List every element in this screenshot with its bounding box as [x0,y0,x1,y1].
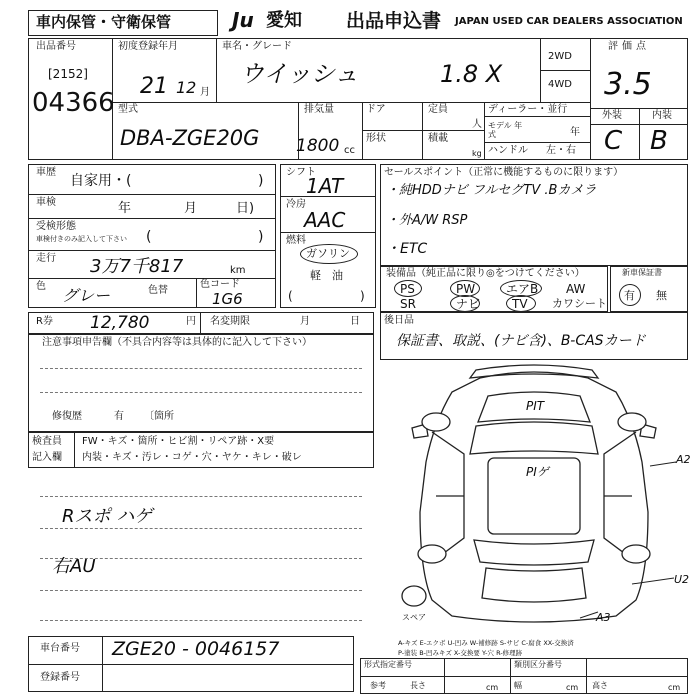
damage-mark-right-rear: U2 [674,573,690,586]
damage-mark-hood: PIT [526,399,545,413]
attachments-value: 保証書、取説、(ナビ含)、B-CASカード [396,333,646,349]
mileage-label: 走行 [36,253,56,264]
damage-mark-right-front: A2 [676,453,691,466]
inspection-day: 日) [236,201,255,216]
displacement-unit: cc [344,145,355,156]
inspection-label: 車検 [36,197,56,208]
equip-pw: PW [456,282,476,296]
equip-aw: AW [566,282,586,296]
interior-label: 内装 [652,110,672,121]
shift-value: 1AT [306,174,344,198]
attachments-label: 後日品 [384,315,414,326]
fuel-diesel: 軽 油 [310,269,343,282]
remark-2: 右AU [52,556,96,577]
repair-location: 〔箇所 [144,411,174,422]
warranty-no: 無 [656,289,667,302]
mileage-unit: km [230,265,246,276]
legend-line-2: P-塗装 B-凹みキズ X-交換要 Y-穴 R-修理跡 [398,649,523,657]
sales-point-1: ・純HDDナビ フルセグTV .Bカメラ [386,183,597,198]
repair-value: 有 [114,411,124,422]
footer-width-unit: cm [566,683,579,692]
first-reg-unit: 月 [200,87,210,98]
capacity-label: 定員 [428,104,448,115]
load-label: 積載 [428,133,448,144]
inspector-label-1: 検査員 [32,436,62,447]
remark-1: Rスポ ハゲ [62,506,153,527]
displacement-value: 1800 [296,136,340,156]
logo-mark: Ju [232,8,254,32]
fuel-close: ) [360,289,365,303]
first-reg-label: 初度登録年月 [118,41,178,52]
recycle-label: R券 [36,316,53,327]
lot-label: 出品番号 [36,41,76,52]
footer-height-unit: cm [668,683,681,692]
color-label: 色 [36,281,46,292]
form-type-note: 車検付きのみ記入して下さい [36,235,127,243]
model-value: DBA-ZGE20G [120,126,260,150]
name-change-day: 日 [350,316,360,327]
inspection-month: 月 [184,201,198,216]
equip-navi: ナビ [456,297,481,311]
equip-seat: カワシート [552,297,607,310]
capacity-unit: 人 [472,119,482,130]
footer-type-number-label: 類別区分番号 [514,660,562,669]
fuel-label: 燃料 [286,235,306,246]
handle-label: ハンドル [488,145,528,156]
legend-line-1: A-キズ E-エクボ U-凹み W-補修跡 S-サビ C-腐食 XX-交換済 [398,639,574,647]
name-change-month: 月 [300,316,310,327]
rating-score: 3.5 [604,67,652,102]
color-code-label: 色コード [200,279,240,290]
sales-point-3: ・ETC [386,241,428,257]
equip-airbag: エアB [506,282,539,296]
drive-2wd: 2WD [548,51,572,62]
sales-point-2: ・外A/W RSP [386,213,468,228]
warranty-yes: 有 [624,289,635,302]
equipment-label: 装備品（純正品に限り◎をつけてください） [386,268,585,279]
sales-points-label: セールスポイント（正常に機能するものに限ります） [384,167,624,178]
aircon-label: 冷房 [286,199,306,210]
fuel-paren: ( [288,289,293,303]
footer-width: 幅 [514,681,522,690]
dealer-label: ディーラー・並行 [488,104,568,115]
aircon-value: AAC [304,208,346,232]
storage-notice: 車内保管・守衛保管 [36,13,172,31]
spare-label: スペア [402,613,426,622]
equip-tv: TV [512,297,528,311]
load-unit: kg [472,149,482,158]
association-name: JAPAN USED CAR DEALERS ASSOCIATION [455,16,683,27]
exterior-label: 外装 [602,110,622,121]
lot-number: 04366 [32,88,115,118]
handle-options: 左・右 [546,145,576,156]
inspection-year: 年 [118,201,132,216]
rating-label: 評価点 [608,41,650,52]
model-year-label: モデル 年式 [488,121,523,139]
history-label: 車歴 [36,167,56,178]
exterior-grade: C [604,126,623,156]
equip-ps: PS [400,282,415,296]
frame-value: ZGE20 - 0046157 [112,638,280,660]
year-unit: 年 [570,127,580,138]
displacement-label: 排気量 [304,104,334,115]
equip-navi-circle [450,295,480,312]
recycle-value: 12,780 [90,313,150,333]
footer-length: 長さ [410,681,426,690]
logo-name: 愛知 [266,10,302,31]
vehicle-grade: 1.8 X [440,60,503,88]
first-reg-year: 21 [140,74,168,99]
name-change-label: 名変期限 [210,316,250,327]
interior-grade: B [650,126,668,156]
equip-tv-circle [506,295,536,312]
drive-4wd: 4WD [548,79,572,90]
equip-sr: SR [400,297,416,311]
shift-label: シフト [286,167,316,178]
recycle-unit: 円 [186,316,196,327]
color-value: グレー [62,286,111,305]
notes-label: 注意事項申告欄（不具合内容等は具体的に記入して下さい） [42,337,312,348]
form-type-label: 受検形態 [36,221,76,232]
footer-height: 高さ [592,681,608,690]
repair-label: 修復歴 [52,411,82,422]
shape-label: 形状 [366,133,386,144]
form-type-paren: ( [146,229,152,245]
recycle-block [28,312,374,334]
model-label: 型式 [118,104,138,115]
equip-ps-circle [394,280,422,297]
damage-mark-roof: PIゲ [526,465,549,479]
inspector-row-1: FW・キズ・箇所・ヒビ割・リペア跡・X要 [82,436,275,447]
color-code: 1G6 [212,290,243,308]
form-type-close: ) [258,229,264,245]
doors-label: ドア [366,104,386,115]
fuel-gasoline: ガソリン [306,247,350,260]
form-title: 出品申込書 [346,10,442,32]
lot-sub-number: [2152] [48,67,88,81]
footer-length-unit: cm [486,683,499,692]
frame-label: 車台番号 [40,643,80,654]
warranty-yes-circle [619,284,641,306]
history-value: 自家用・( [70,173,132,189]
first-reg-month: 12 [176,78,197,97]
damage-mark-rear: A3 [596,611,611,624]
mileage-value: 3万7千817 [90,256,184,277]
footer-form-number-label: 形式指定番号 [364,660,412,669]
color-change-label: 色替 [148,285,168,296]
inspector-row-2: 内装・キズ・汚レ・コゲ・穴・ヤケ・キレ・破レ [82,452,302,463]
registration-label: 登録番号 [40,672,80,683]
history-close: ) [258,173,264,189]
vehicle-name-label: 車名・グレード [222,41,292,52]
footer-reference-label: 参考 [370,681,386,690]
warranty-label: 新車保証書 [622,268,662,277]
vehicle-name: ウイッシュ [240,60,359,88]
inspector-label-2: 記入欄 [32,452,62,463]
